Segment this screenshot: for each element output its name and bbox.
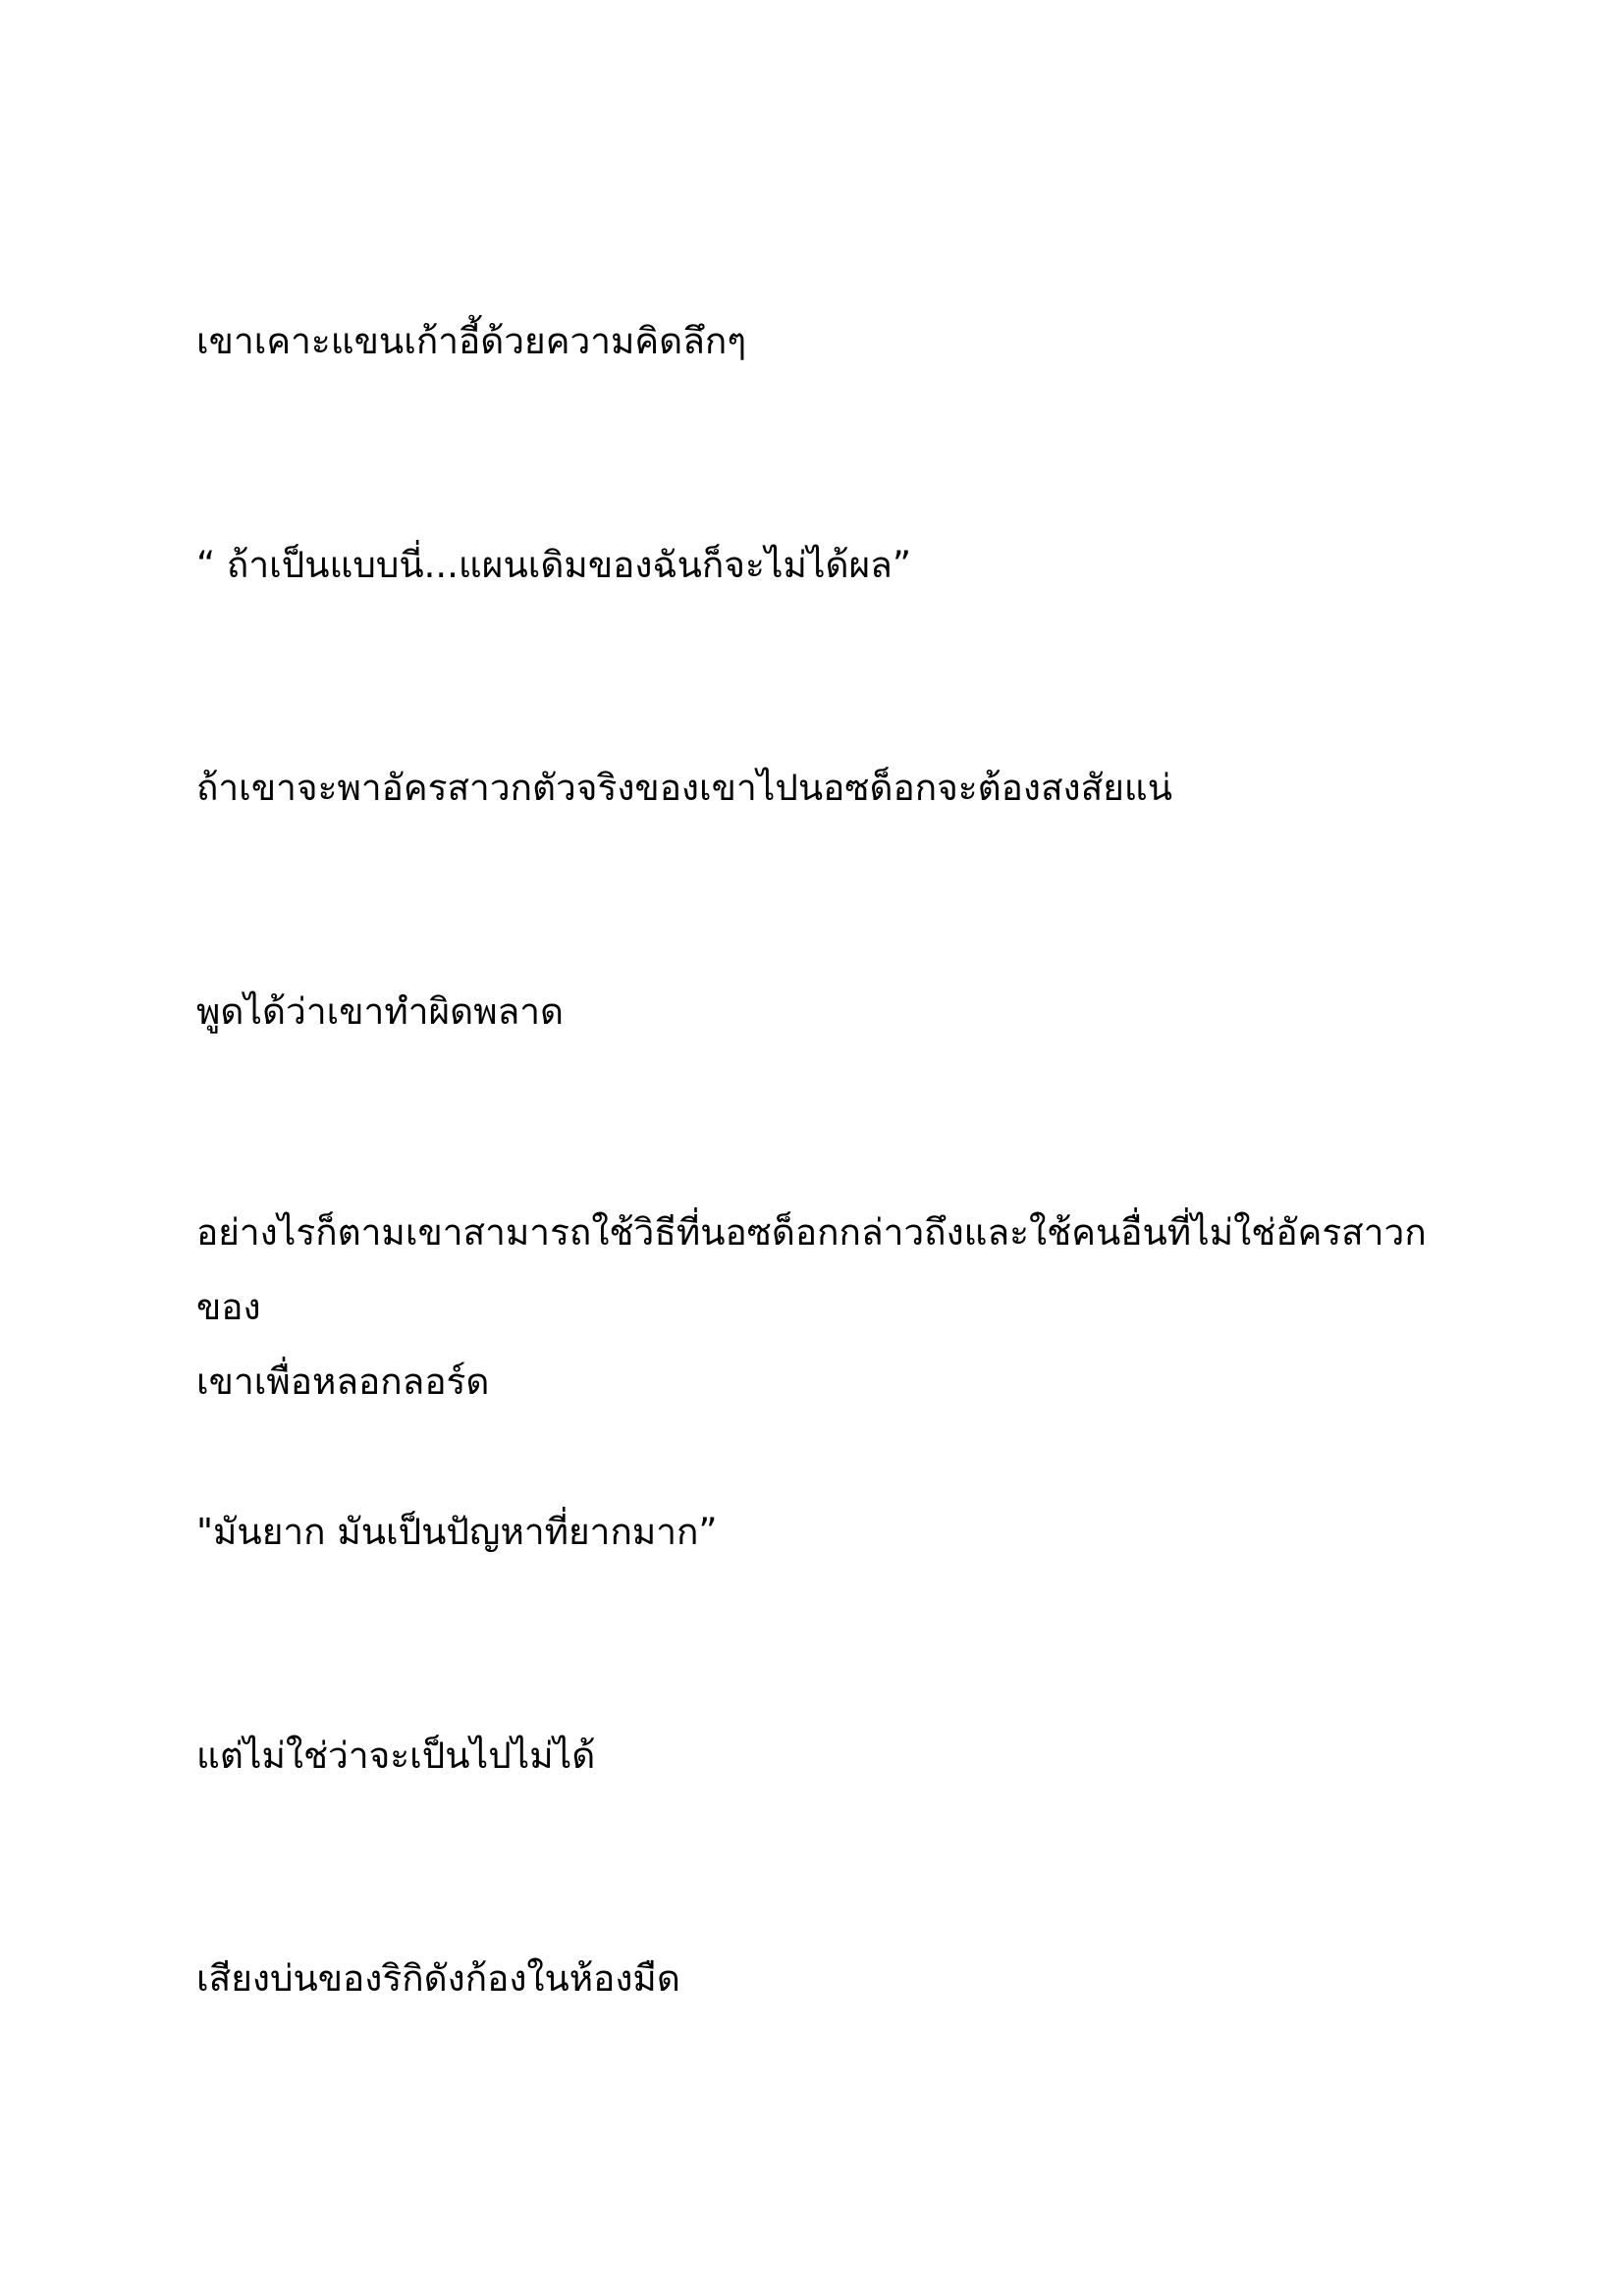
paragraph: พูดได้ว่าเขาทำผิดพลาด xyxy=(196,990,565,1033)
paragraph: ถ้าเขาจะพาอัครสาวกตัวจริงของเขาไปนอซด็อกจะต้องสงสัยแน่ xyxy=(196,767,1173,809)
paragraph: อย่างไรก็ตามเขาสามารถใช้วิธีที่นอซด็อกกล่าวถึงและใช้คนอื่นที่ไม่ใช่อัครสาวกของ เขาเพื่อหลอกลอร์ด xyxy=(196,1211,1427,1403)
paragraph: "มันยาก มันเป็นปัญหาที่ยากมาก” xyxy=(196,1511,718,1553)
paragraph: “ ถ้าเป็นแบบนี่...แผนเดิมของฉันก็จะไม่ได้ผล” xyxy=(196,544,912,586)
paragraph: แต่ไม่ใช่ว่าจะเป็นไปไม่ได้ xyxy=(196,1735,596,1777)
paragraph: เสียงบ่นของริกิดังก้องในห้องมืด xyxy=(196,1957,680,2000)
paragraph: เขาเคาะแขนเก้าอี้ด้วยความคิดลึกๆ xyxy=(196,320,747,362)
